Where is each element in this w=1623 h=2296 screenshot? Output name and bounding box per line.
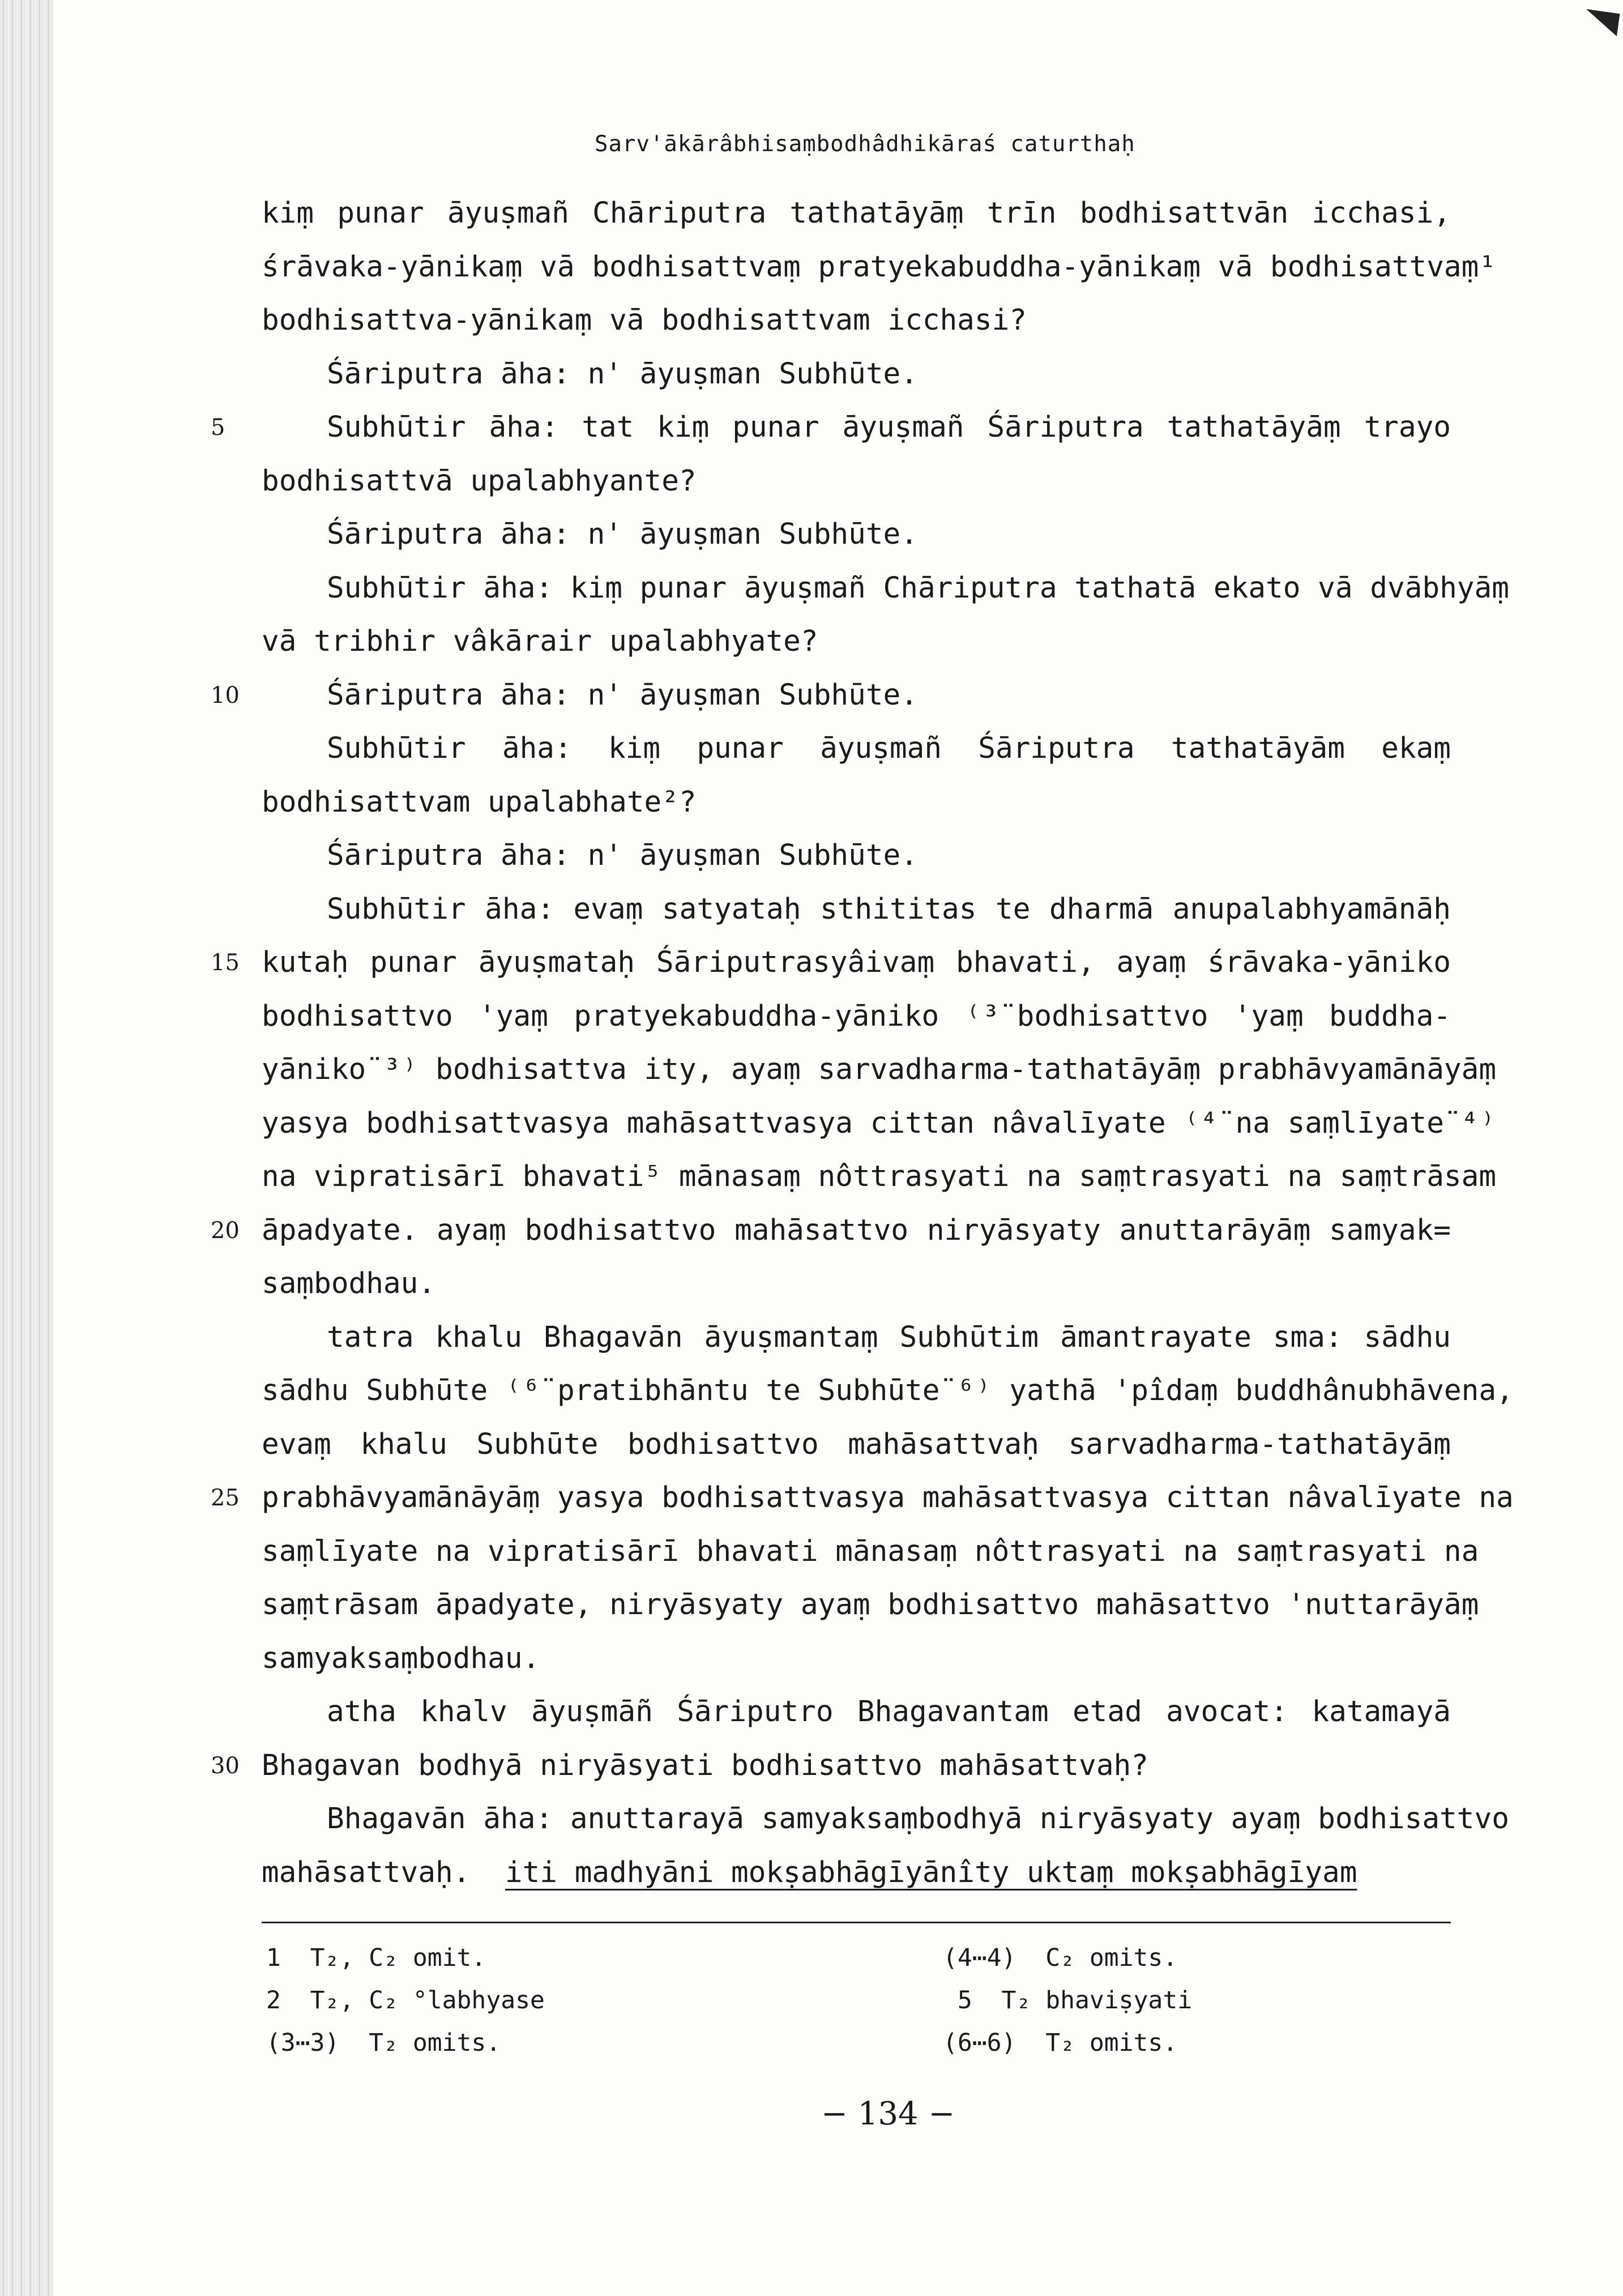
line-text: bodhisattva-yānikaṃ vā bodhisattvam icchasi? bbox=[262, 304, 1027, 337]
footnote-entry: 2 T₂, C₂ °labhyase bbox=[266, 1986, 545, 2015]
footnote-row bbox=[266, 1937, 1455, 1979]
text-line bbox=[262, 562, 1509, 616]
text-line bbox=[262, 1150, 1497, 1204]
line-text: na vipratisārī bhavati⁵ mānasaṃ nôttrasyati na saṃtrasyati na saṃtrāsam bbox=[262, 1160, 1497, 1193]
text-line-final bbox=[262, 1846, 1451, 1900]
text-line bbox=[262, 776, 1451, 830]
text-line bbox=[211, 669, 1451, 723]
text-line bbox=[262, 1364, 1514, 1418]
text-line bbox=[262, 455, 1451, 509]
text-line bbox=[262, 990, 1451, 1044]
line-text: saṃlīyate na vipratisārī bhavati mānasaṃ nôttrasyati na saṃtrasyati na bbox=[262, 1534, 1479, 1568]
line-text: vā tribhir vâkārair upalabhyate? bbox=[262, 625, 818, 658]
footnote-rule bbox=[262, 1922, 1451, 1923]
footnote-entry: (3⋯3) T₂ omits. bbox=[266, 2029, 501, 2057]
footnote-row bbox=[266, 2022, 1455, 2064]
line-text: atha khalv āyuṣmāñ Śāriputro Bhagavantam etad avocat: katamayā bbox=[327, 1695, 1451, 1729]
line-text: bodhisattvā upalabhyante? bbox=[262, 464, 697, 498]
line-text: yasya bodhisattvasya mahāsattvasya cittan nâvalīyate ⁽⁴¨na saṃlīyate¨⁴⁾ bbox=[262, 1106, 1497, 1140]
line-text: bodhisattvam upalabhate²? bbox=[262, 785, 697, 819]
text-line bbox=[262, 508, 1451, 562]
line-text: Subhūtir āha: kiṃ punar āyuṣmañ Śāriputra tathatāyām ekaṃ bbox=[327, 732, 1451, 765]
line-number: 30 bbox=[211, 1752, 240, 1779]
running-head: Sarv'ākārâbhisaṃbodhâdhikāraś caturthaḥ bbox=[595, 131, 1135, 157]
line-text: Bhagavan bodhyā niryāsyati bodhisattvo mahāsattvaḥ? bbox=[262, 1748, 1148, 1782]
text-line bbox=[211, 1739, 1451, 1793]
footnote-entry: 5 T₂ bhaviṣyati bbox=[943, 1986, 1193, 2015]
binding-edge-shadow bbox=[0, 0, 54, 2296]
text-line bbox=[262, 1418, 1451, 1472]
line-text: Śāriputra āha: n' āyuṣman Subhūte. bbox=[327, 839, 918, 872]
line-text: Subhūtir āha: evaṃ satyataḥ sthititas te dharmā anupalabhyamānāḥ bbox=[327, 892, 1451, 926]
text-line bbox=[262, 1632, 1451, 1686]
text-line bbox=[262, 1793, 1509, 1846]
line-text: Subhūtir āha: tat kiṃ punar āyuṣmañ Śāriputra tathatāyāṃ trayo bbox=[327, 411, 1451, 444]
text-line bbox=[262, 1257, 1451, 1311]
line-text: Śāriputra āha: n' āyuṣman Subhūte. bbox=[327, 678, 918, 712]
line-text: śrāvaka-yānikaṃ vā bodhisattvaṃ pratyekabuddha-yānikaṃ vā bodhisattvaṃ¹ bbox=[262, 250, 1497, 284]
line-number: 10 bbox=[211, 682, 240, 709]
text-line bbox=[262, 722, 1451, 776]
text-line bbox=[262, 1685, 1451, 1739]
text-line bbox=[262, 829, 1451, 883]
line-text: saṃtrāsam āpadyate, niryāsyaty ayaṃ bodhisattvo mahāsattvo 'nuttarāyāṃ bbox=[262, 1588, 1479, 1621]
text-line bbox=[211, 401, 1451, 455]
text-line bbox=[262, 1578, 1479, 1632]
text-line bbox=[211, 1204, 1451, 1258]
line-text: saṃbodhau. bbox=[262, 1267, 436, 1300]
text-line bbox=[262, 187, 1451, 241]
line-number: 20 bbox=[211, 1217, 240, 1244]
line-text: kiṃ punar āyuṣmañ Chāriputra tathatāyāṃ trīn bodhisattvān icchasi, bbox=[262, 197, 1451, 230]
line-text: kutaḥ punar āyuṣmataḥ Śāriputrasyâivaṃ bhavati, ayaṃ śrāvaka-yāniko bbox=[262, 946, 1451, 979]
line-text: Bhagavān āha: anuttarayā samyaksaṃbodhyā niryāsyaty ayaṃ bodhisattvo bbox=[327, 1802, 1509, 1836]
body-text bbox=[211, 187, 1514, 1900]
footnote-entry: (6⋯6) T₂ omits. bbox=[943, 2029, 1178, 2057]
line-text: samyaksaṃbodhau. bbox=[262, 1641, 540, 1675]
line-text: Subhūtir āha: kiṃ punar āyuṣmañ Chāriputra tathatā ekato vā dvābhyāṃ bbox=[327, 571, 1509, 605]
text-line bbox=[262, 615, 1451, 669]
line-text: Śāriputra āha: n' āyuṣman Subhūte. bbox=[327, 518, 918, 551]
line-number: 15 bbox=[211, 950, 240, 976]
text-line bbox=[262, 883, 1451, 937]
text-line bbox=[262, 1311, 1451, 1365]
line-text: sādhu Subhūte ⁽⁶¨pratibhāntu te Subhūte¨⁶⁾ yathā 'pîdaṃ buddhânubhāvena, bbox=[262, 1374, 1514, 1407]
line-text: āpadyate. ayaṃ bodhisattvo mahāsattvo niryāsyaty anuttarāyāṃ samyak= bbox=[262, 1213, 1451, 1247]
text-line bbox=[262, 241, 1497, 295]
corner-mark bbox=[1583, 9, 1620, 36]
text-line bbox=[262, 1097, 1497, 1151]
line-text: Śāriputra āha: n' āyuṣman Subhūte. bbox=[327, 357, 918, 391]
line-text: tatra khalu Bhagavān āyuṣmantaṃ Subhūtim āmantrayate sma: sādhu bbox=[327, 1320, 1451, 1354]
text-line bbox=[262, 1525, 1479, 1579]
text-line bbox=[211, 936, 1451, 990]
line-text: yāniko¨³⁾ bodhisattva ity, ayaṃ sarvadharma-tathatāyāṃ prabhāvyamānāyāṃ bbox=[262, 1053, 1497, 1086]
line-text: mahāsattvaḥ. bbox=[262, 1855, 505, 1889]
text-line bbox=[262, 294, 1451, 348]
footnote-row bbox=[266, 1979, 1455, 2022]
page-number: − 134 − bbox=[821, 2096, 955, 2132]
line-text: evaṃ khalu Subhūte bodhisattvo mahāsattvaḥ sarvadharma-tathatāyāṃ bbox=[262, 1427, 1451, 1461]
line-text: prabhāvyamānāyāṃ yasya bodhisattvasya mahāsattvasya cittan nâvalīyate na bbox=[262, 1481, 1514, 1514]
footnotes bbox=[266, 1937, 1455, 2064]
footnote-entry: 1 T₂, C₂ omit. bbox=[266, 1944, 486, 1972]
line-number: 25 bbox=[211, 1485, 240, 1511]
footnote-entry: (4⋯4) C₂ omits. bbox=[943, 1944, 1178, 1972]
text-line bbox=[211, 1471, 1514, 1525]
line-number: 5 bbox=[211, 415, 225, 441]
line-text: bodhisattvo 'yaṃ pratyekabuddha-yāniko ⁽³¨bodhisattvo 'yaṃ buddha- bbox=[262, 999, 1451, 1033]
text-line bbox=[262, 348, 1451, 402]
text-line bbox=[262, 1043, 1497, 1097]
section-end-underlined-text: iti madhyāni mokṣabhāgīyānîty uktaṃ mokṣabhāgīyam bbox=[505, 1855, 1357, 1889]
